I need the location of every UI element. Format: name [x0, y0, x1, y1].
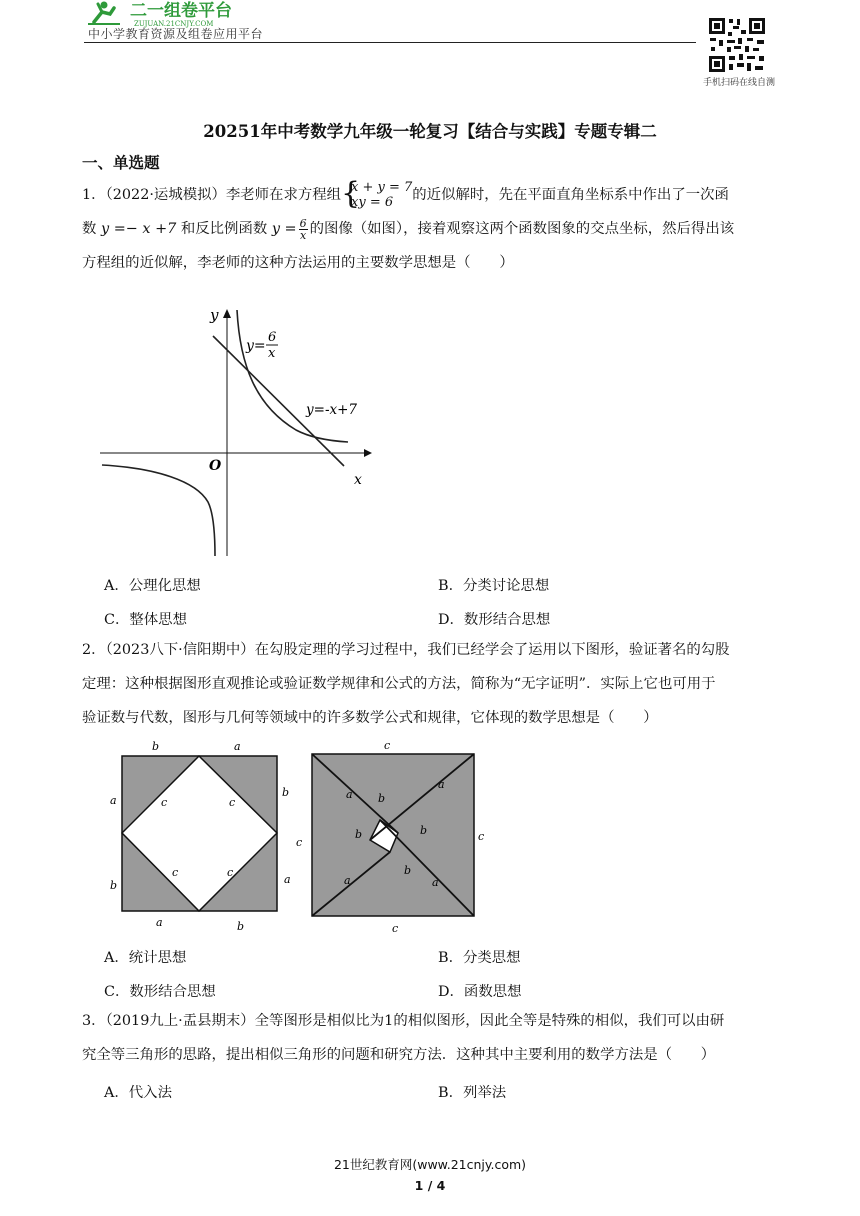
equation-1: x + y = 7	[351, 180, 413, 195]
q1-option-c[interactable]: C．整体思想	[104, 612, 187, 628]
logo-url-text: ZUJUAN.21CNJY.COM	[134, 20, 214, 28]
q1-option-d[interactable]: D．数形结合思想	[438, 612, 551, 628]
label-c-right: c	[478, 830, 485, 843]
logo-cn-text: 二一组卷平台	[130, 1, 232, 21]
document-title: 20251年中考数学九年级一轮复习【结合与实践】专题专辑二	[203, 122, 657, 141]
qr-code-icon[interactable]	[707, 16, 767, 74]
label-c-2: c	[229, 796, 236, 809]
linear-function: y =− x +7	[100, 221, 177, 237]
label-b-bottom: b	[237, 920, 245, 933]
runner-icon	[88, 2, 120, 25]
question-3-line-1: 3．（2019九上·盂县期末）全等图形是相似比为1的相似图形，因此全等是特殊的相似，我们可以由研	[82, 1013, 725, 1029]
q1-word-shu: 数	[82, 221, 97, 237]
frac-denominator: x	[299, 228, 307, 242]
header-subtitle: 中小学教育资源及组卷应用平台	[88, 27, 264, 41]
x-axis-arrow-icon	[364, 449, 372, 457]
label-b-1: b	[378, 792, 386, 805]
label-a-right: a	[284, 873, 291, 886]
x-axis-label: x	[354, 472, 362, 488]
question-1-text	[82, 178, 782, 280]
question-2-line-1: 2．（2023八下·信阳期中）在勾股定理的学习过程中，我们已经学会了运用以下图形，验证著名的勾股	[82, 642, 730, 658]
question-1-line-3: 方程组的近似解，李老师的这种方法运用的主要数学思想是（ ）	[82, 255, 514, 271]
label-b-4: b	[404, 864, 412, 877]
label-c-3: c	[172, 866, 179, 879]
question-2-text	[82, 633, 782, 735]
q1-option-a[interactable]: A．公理化思想	[104, 578, 201, 594]
section-heading: 一、单选题	[82, 153, 160, 172]
label-b-left: b	[110, 879, 118, 892]
origin-label: O	[209, 458, 222, 474]
equation-2: xy = 6	[351, 195, 394, 210]
hyperbola-label-lhs: y=	[246, 338, 266, 354]
q2-option-b[interactable]: B．分类思想	[438, 950, 521, 966]
label-a-bottom: a	[156, 916, 163, 929]
q1-stem-start: 1．（2022·运城模拟）李老师在求方程组	[82, 187, 342, 203]
q2-option-c[interactable]: C．数形结合思想	[104, 984, 216, 1000]
label-c-top: c	[384, 739, 391, 752]
label-b-3: b	[420, 824, 428, 837]
q1-stem-mid: 的近似解时，先在平面直角坐标系中作出了一次函	[412, 187, 729, 203]
label-b-right: b	[282, 786, 290, 799]
question-3-text	[82, 1004, 782, 1072]
site-logo	[84, 0, 274, 28]
label-c-1: c	[161, 796, 168, 809]
label-c-bottom: c	[392, 922, 399, 935]
label-b-2: b	[355, 828, 363, 841]
label-a-4: a	[432, 876, 439, 889]
line-label: y=-x+7	[306, 402, 358, 418]
label-c-left: c	[296, 836, 303, 849]
q1-option-b[interactable]: B．分类讨论思想	[438, 578, 550, 594]
question-1-line-2	[82, 212, 782, 246]
page-number: 1 / 4	[414, 1178, 446, 1193]
hyperbola-label-den: x	[268, 346, 276, 361]
header-divider	[84, 42, 696, 43]
label-a-1: a	[346, 788, 353, 801]
label-b-top: b	[152, 740, 160, 753]
hyperbola-label-num: 6	[268, 330, 277, 345]
inverse-function-lhs: y =	[271, 221, 297, 237]
label-a-left: a	[110, 794, 117, 807]
question-3-line-2: 究全等三角形的思路，提出相似三角形的问题和研究方法．这种其中主要利用的数学方法是（ ）	[82, 1047, 716, 1063]
inverse-function-fraction	[299, 218, 308, 241]
label-a-2: a	[438, 778, 445, 791]
function-graph	[96, 306, 376, 564]
question-1-line-1	[82, 178, 782, 212]
label-c-4: c	[227, 866, 234, 879]
footer-site[interactable]: 21世纪教育网(www.21cnjy.com)	[333, 1157, 527, 1172]
q1-stem-end: 的图像（如图），接着观察这两个函数图象的交点坐标，然后得出该	[309, 221, 735, 237]
pythagoras-figure-2	[292, 738, 492, 940]
y-axis-label: y	[210, 306, 219, 324]
line-graph	[213, 336, 344, 466]
q3-option-a[interactable]: A．代入法	[104, 1085, 172, 1101]
label-a-3: a	[344, 874, 351, 887]
y-axis-arrow-icon	[223, 309, 231, 318]
equation-system: { x + y = 7 xy = 6	[341, 176, 413, 211]
q1-word-inverse: 和反比例函数	[180, 221, 268, 237]
qr-caption: 手机扫码在线自测	[702, 78, 775, 88]
hyperbola-branch-3	[102, 465, 215, 556]
q2-option-d[interactable]: D．函数思想	[438, 984, 522, 1000]
frac-numerator: 6	[299, 216, 307, 230]
q2-option-a[interactable]: A．统计思想	[104, 950, 187, 966]
label-a-top: a	[234, 740, 241, 753]
q3-option-b[interactable]: B．列举法	[438, 1085, 507, 1101]
pythagoras-figure-1	[106, 738, 296, 938]
question-2-line-2: 定理：这种根据图形直观推论或验证数学规律和公式的方法，简称为“无字证明”．实际上它也可用于	[82, 676, 716, 692]
question-2-line-3: 验证数与代数，图形与几何等领域中的许多数学公式和规律，它体现的数学思想是（ ）	[82, 710, 658, 726]
